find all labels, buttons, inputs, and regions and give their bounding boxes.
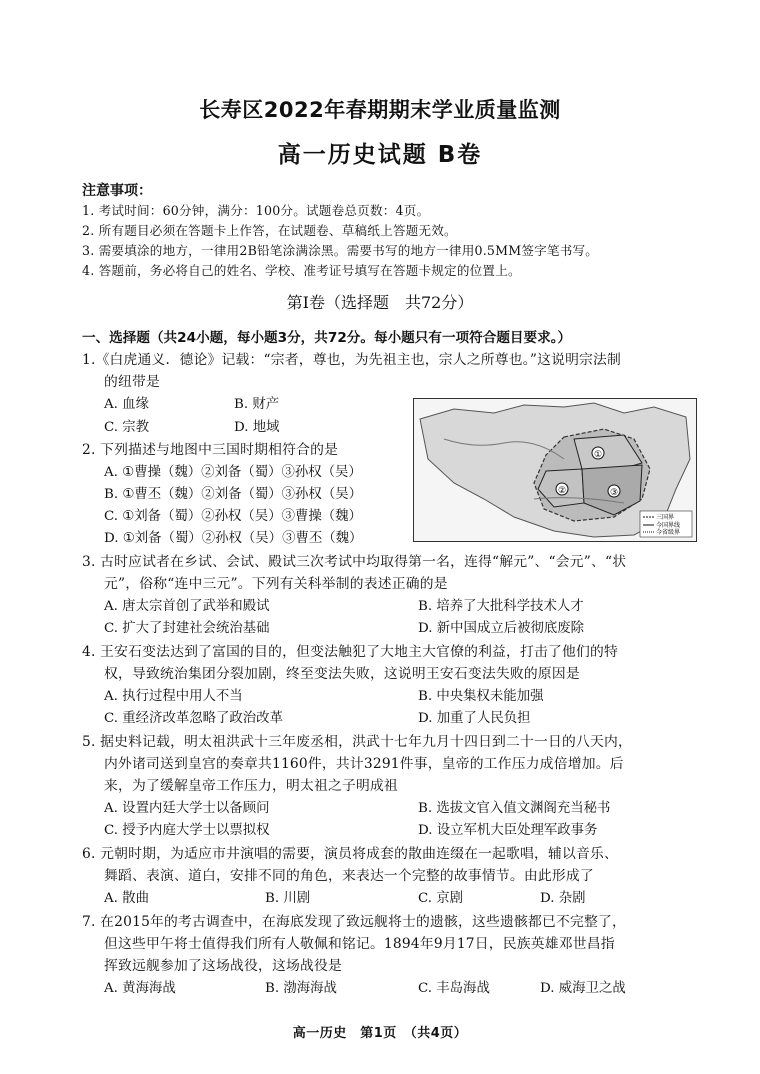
notice-item: 3. 需要填涂的地方，一律用2B铅笔涂满涂黑。需要书写的地方一律用0.5MM签字笔书写。 — [82, 243, 599, 258]
question-4-stem: 权，导致统治集团分裂加剧，终至变法失败，这说明王安石变法失败的原因是 — [104, 666, 580, 682]
question-2-stem: 2. 下列描述与地图中三国时期相符合的是 — [82, 442, 339, 458]
question-7-option-d: D. 威海卫之战 — [540, 981, 626, 996]
question-5-stem: 5. 据史料记载，明太祖洪武十三年废丞相，洪武十七年九月十四日到二十一日的八天内， — [82, 734, 633, 750]
page-footer: 高一历史 第1页 （共4页） — [292, 1026, 468, 1041]
question-5-option-c: C. 授予内庭大学士以票拟权 — [104, 823, 270, 838]
question-7-option-a: A. 黄海海战 — [104, 981, 176, 996]
map-drawing — [414, 399, 696, 541]
exam-subtitle: 高一历史试题 B卷 — [277, 142, 483, 168]
question-5-stem: 来，为了缓解皇帝工作压力，明太祖之子明成祖 — [104, 778, 398, 794]
question-7-stem: 7. 在2015年的考古调查中，在海底发现了致远舰将士的遗骸，这些遗骸都已不完整了， — [82, 914, 626, 930]
question-7-stem: 但这些甲午将士值得我们所有人敬佩和铭记。1894年9月17日，民族英雄邓世昌指 — [104, 936, 615, 952]
question-7-stem: 挥致远舰参加了这场战役，这场战役是 — [104, 958, 342, 974]
part-heading: 一、选择题（共24小题，每小题3分，共72分。每小题只有一项符合题目要求。） — [82, 330, 572, 346]
map-label-3: ③ — [610, 488, 619, 498]
question-5-option-b: B. 选拔文官入值文渊阁充当秘书 — [418, 801, 611, 816]
question-7-option-b: B. 渤海海战 — [265, 981, 337, 996]
notice-item: 1. 考试时间：60分钟，满分：100分。试题卷总页数：4页。 — [82, 203, 430, 218]
question-4-option-d: D. 加重了人民负担 — [418, 711, 531, 726]
question-4-option-b: B. 中央集权未能加强 — [418, 689, 544, 704]
map-legend-item: 今国界线 — [656, 522, 681, 529]
question-3-stem: 元”，俗称“连中三元”。下列有关科举制的表述正确的是 — [104, 576, 448, 592]
question-3-option-c: C. 扩大了封建社会统治基础 — [104, 621, 270, 636]
map-label-1: ① — [594, 450, 603, 460]
map-legend-item: 三国界 — [656, 514, 675, 521]
question-5-option-d: D. 设立军机大臣处理军政事务 — [418, 823, 598, 838]
question-4-stem: 4. 王安石变法达到了富国的目的，但变法触犯了大地主大官僚的利益，打击了他们的特 — [82, 644, 619, 660]
question-4-option-a: A. 执行过程中用人不当 — [104, 689, 243, 704]
map-legend-item: 今省级界 — [656, 529, 681, 536]
question-6-option-d: D. 杂剧 — [540, 891, 586, 906]
question-1-stem: 1.《白虎通义．德论》记载：“宗者，尊也，为先祖主也，宗人之所尊也。”这说明宗法制 — [82, 352, 622, 368]
question-1-option-d: D. 地域 — [234, 420, 280, 435]
three-kingdoms-map — [413, 398, 697, 542]
question-3-option-b: B. 培养了大批科学技术人才 — [418, 599, 584, 614]
question-5-option-a: A. 设置内廷大学士以备顾问 — [104, 801, 270, 816]
question-3-stem: 3. 古时应试者在乡试、会试、殿试三次考试中均取得第一名，连得“解元”、“会元”、“状 — [82, 554, 627, 570]
question-2-option-d: D. ①刘备（蜀）②孙权（吴）③曹丕（魏） — [104, 531, 363, 546]
exam-title: 长寿区2022年春期期末学业质量监测 — [199, 98, 561, 122]
notice-heading: 注意事项： — [82, 183, 152, 199]
question-1-option-c: C. 宗教 — [104, 420, 150, 435]
notice-item: 4. 答题前，务必将自己的姓名、学校、准考证号填写在答题卡规定的位置上。 — [82, 263, 521, 278]
question-7-option-c: C. 丰岛海战 — [418, 981, 490, 996]
question-2-option-b: B. ①曹丕（魏）②刘备（蜀）③孙权（吴） — [104, 487, 362, 502]
question-5-stem: 内外诸司送到皇宫的奏章共1160件，共计3291件事，皇帝的工作压力成倍增加。后 — [104, 756, 624, 772]
notice-item: 2. 所有题目必须在答题卡上作答，在试题卷、草稿纸上答题无效。 — [82, 223, 457, 238]
question-3-option-a: A. 唐太宗首创了武举和殿试 — [104, 599, 270, 614]
question-6-stem: 6. 元朝时期，为适应市井演唱的需要，演员将成套的散曲连缀在一起歌唱，辅以音乐、 — [82, 846, 619, 862]
question-4-option-c: C. 重经济改革忽略了政治改革 — [104, 711, 283, 726]
question-6-option-a: A. 散曲 — [104, 891, 149, 906]
question-2-option-a: A. ①曹操（魏）②刘备（蜀）③孙权（吴） — [104, 465, 362, 480]
section-title: 第Ⅰ卷（选择题 共72分） — [286, 293, 474, 312]
question-6-option-c: C. 京剧 — [418, 891, 464, 906]
question-2-option-c: C. ①刘备（蜀）②孙权（吴）③曹操（魏） — [104, 509, 362, 524]
question-1-option-a: A. 血缘 — [104, 397, 149, 412]
map-label-2: ② — [558, 486, 567, 496]
question-6-option-b: B. 川剧 — [265, 891, 311, 906]
question-1-option-b: B. 财产 — [234, 397, 280, 412]
question-1-stem: 的纽带是 — [104, 374, 160, 390]
question-3-option-d: D. 新中国成立后被彻底废除 — [418, 621, 585, 636]
question-6-stem: 舞蹈、表演、道白，安排不同的角色，来表达一个完整的故事情节。由此形成了 — [104, 868, 594, 884]
